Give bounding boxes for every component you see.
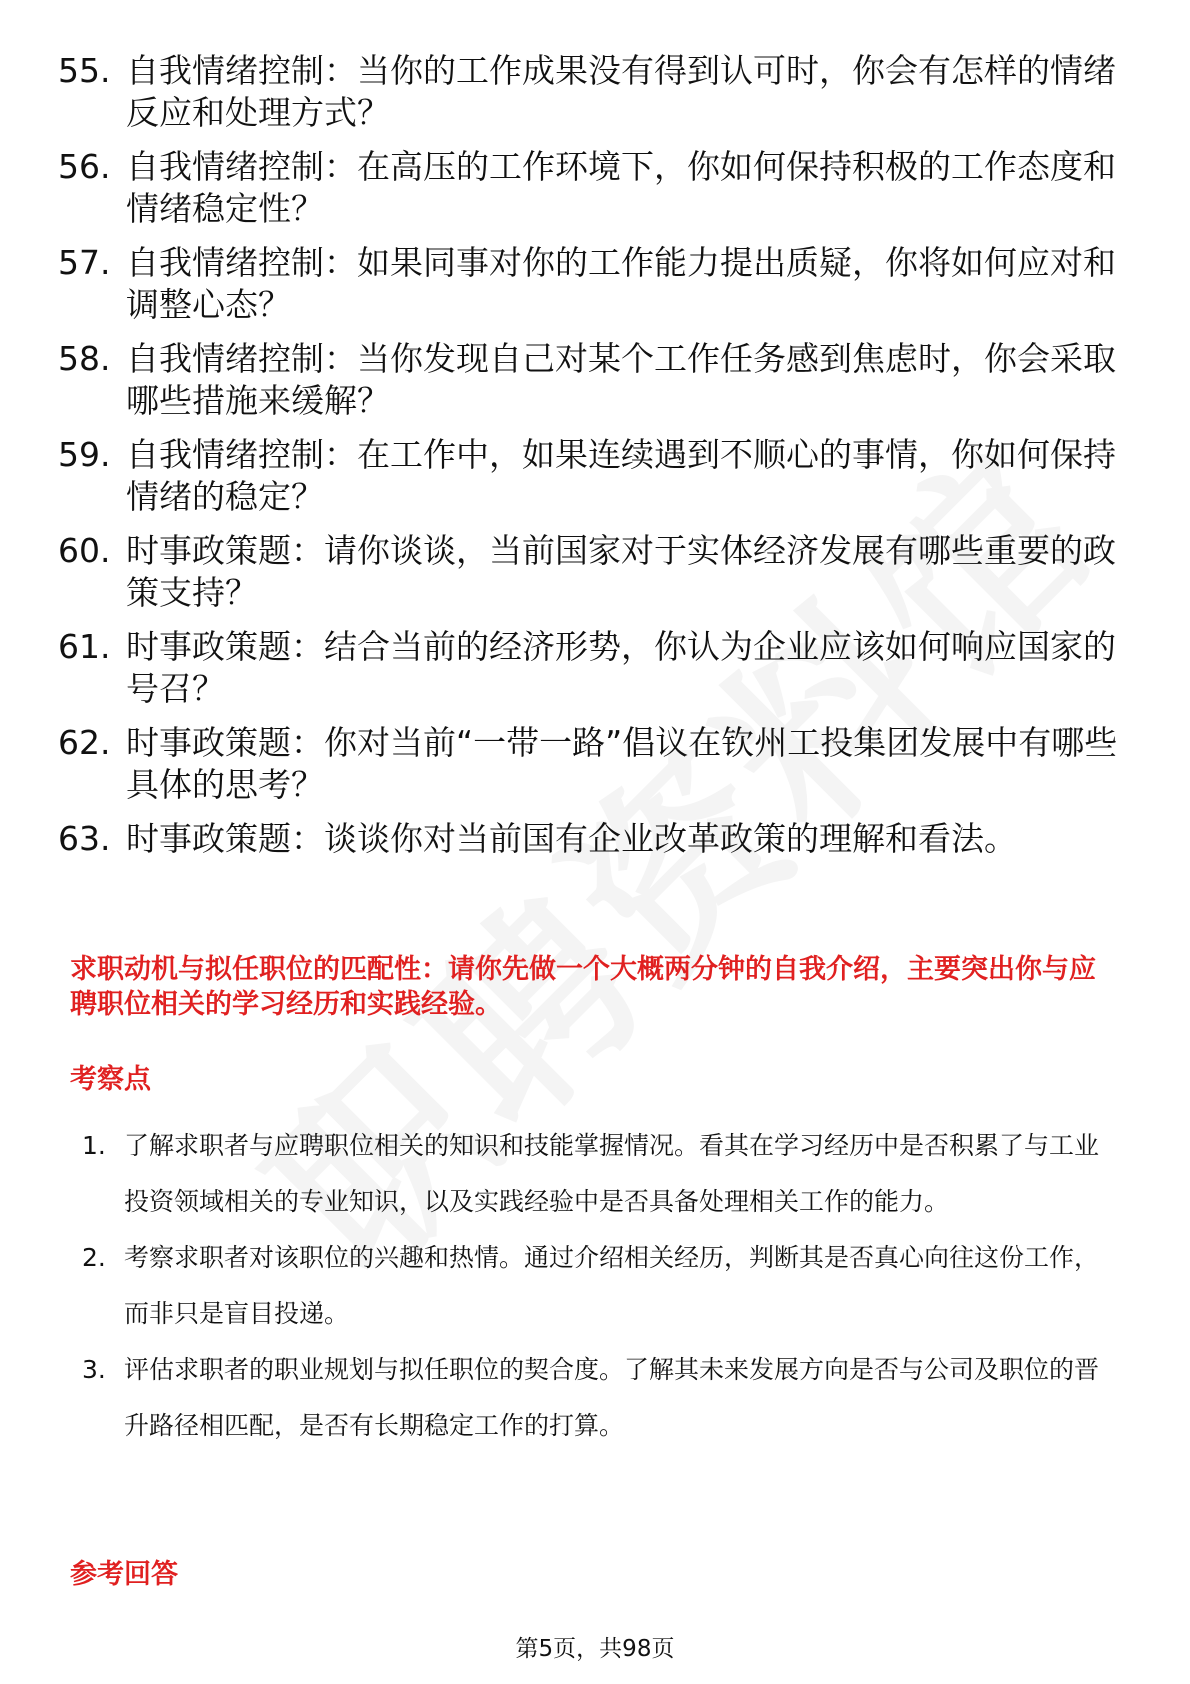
question-number: 61. (58, 627, 111, 666)
page-number-footer: 第5页，共98页 (515, 1636, 675, 1662)
question-number: 55. (58, 51, 111, 90)
question-item (58, 626, 1118, 710)
question-text: 时事政策题：请你谈谈，当前国家对于实体经济发展有哪些重要的政策支持？ (126, 531, 1116, 612)
question-list (58, 50, 1118, 872)
points-list (82, 1118, 1118, 1454)
question-number: 59. (58, 435, 111, 474)
question-item (58, 50, 1118, 134)
question-text: 自我情绪控制：当你的工作成果没有得到认可时，你会有怎样的情绪反应和处理方式？ (126, 51, 1116, 132)
question-number: 57. (58, 243, 111, 282)
question-number: 63. (58, 819, 111, 858)
question-text: 时事政策题：谈谈你对当前国有企业改革政策的理解和看法。 (126, 819, 1017, 858)
point-text: 了解求职者与应聘职位相关的知识和技能掌握情况。看其在学习经历中是否积累了与工业投资领域相关的专业知识，以及实践经验中是否具备处理相关工作的能力。 (124, 1131, 1100, 1216)
point-item (82, 1230, 1118, 1342)
question-text: 时事政策题：你对当前“一带一路”倡议在钦州工投集团发展中有哪些具体的思考？ (126, 723, 1118, 804)
question-item (58, 818, 1118, 860)
question-item (58, 530, 1118, 614)
point-text: 考察求职者对该职位的兴趣和热情。通过介绍相关经历，判断其是否真心向往这份工作，而非只是盲目投递。 (124, 1243, 1100, 1328)
question-number: 62. (58, 723, 111, 762)
question-text: 自我情绪控制：当你发现自己对某个工作任务感到焦虑时，你会采取哪些措施来缓解？ (126, 339, 1116, 420)
point-item (82, 1118, 1118, 1230)
question-number: 58. (58, 339, 111, 378)
question-number: 56. (58, 147, 111, 186)
point-item (82, 1342, 1118, 1454)
question-text: 自我情绪控制：如果同事对你的工作能力提出质疑，你将如何应对和调整心态？ (126, 243, 1116, 324)
question-text: 时事政策题：结合当前的经济形势，你认为企业应该如何响应国家的号召？ (126, 627, 1116, 708)
section-intro-question: 求职动机与拟任职位的匹配性：请你先做一个大概两分钟的自我介绍，主要突出你与应聘职位相关的学习经历和实践经验。 (70, 954, 1096, 1020)
question-number: 60. (58, 531, 111, 570)
point-number: 1. (82, 1131, 106, 1160)
question-item (58, 146, 1118, 230)
question-item (58, 722, 1118, 806)
question-item (58, 338, 1118, 422)
question-text: 自我情绪控制：在高压的工作环境下，你如何保持积极的工作态度和情绪稳定性？ (126, 147, 1116, 228)
point-text: 评估求职者的职业规划与拟任职位的契合度。了解其未来发展方向是否与公司及职位的晋升路径相匹配，是否有长期稳定工作的打算。 (124, 1355, 1100, 1440)
question-item (58, 242, 1118, 326)
point-number: 2. (82, 1243, 106, 1272)
question-text: 自我情绪控制：在工作中，如果连续遇到不顺心的事情，你如何保持情绪的稳定？ (126, 435, 1116, 516)
answer-heading: 参考回答 (70, 1559, 178, 1590)
point-number: 3. (82, 1355, 106, 1384)
question-item (58, 434, 1118, 518)
points-heading: 考察点 (70, 1064, 151, 1095)
